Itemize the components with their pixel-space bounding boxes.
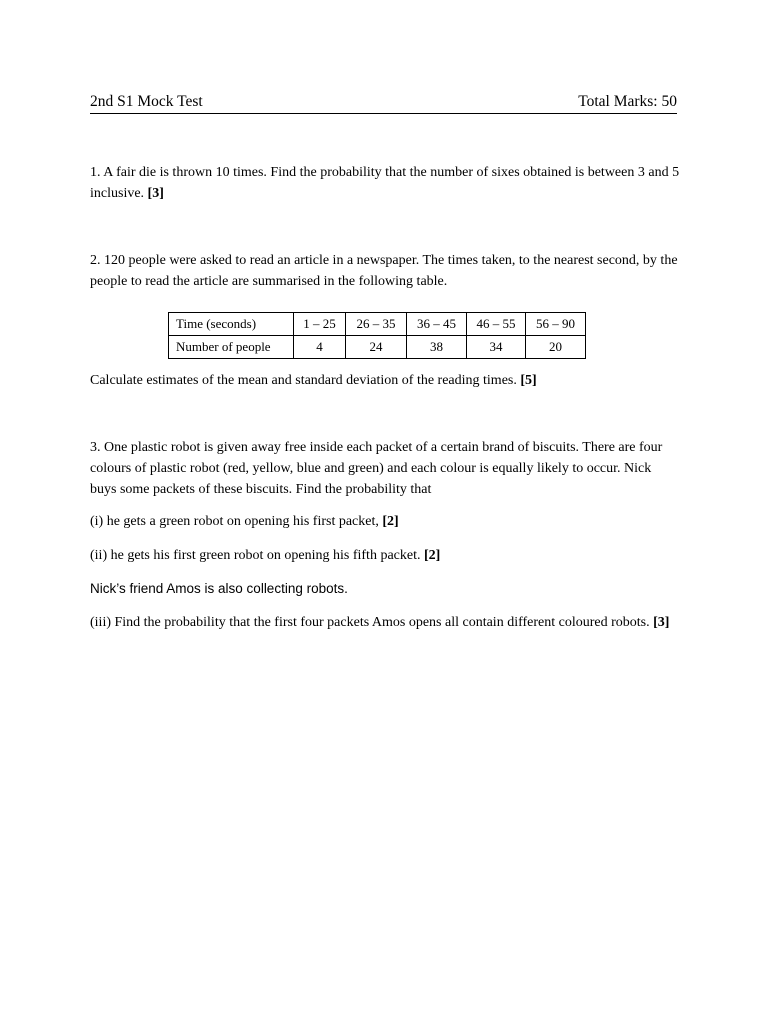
question-3-intro: [90, 437, 680, 500]
question-2-task-text: Calculate estimates of the mean and standard deviation of the reading times.: [90, 373, 517, 388]
header: [90, 93, 677, 114]
total-marks: Total Marks: 50: [578, 93, 677, 110]
question-3-part-i: [90, 511, 680, 532]
row-label-time: Time (seconds): [169, 313, 294, 336]
part-ii-marks: [2]: [423, 548, 441, 563]
part-iii-marks: [3]: [653, 615, 670, 630]
part-i-marks: [2]: [382, 514, 399, 529]
table-cell: 36 – 45: [407, 313, 467, 336]
question-1-marks: [3]: [147, 186, 164, 201]
amos-line: [90, 578, 680, 599]
table-cell: 1 – 25: [294, 313, 346, 336]
table-cell: 26 – 35: [346, 313, 407, 336]
row-label-people: Number of people: [169, 336, 294, 359]
question-3-part-iii: [90, 612, 680, 633]
table-cell: 46 – 55: [467, 313, 526, 336]
table-cell: 38: [407, 336, 467, 359]
table-cell: 34: [467, 336, 526, 359]
table-cell: 56 – 90: [526, 313, 586, 336]
amos-line-text: Nick’s friend Amos is also collecting robots.: [90, 581, 348, 596]
question-2-marks: [5]: [520, 373, 537, 388]
question-1: [90, 162, 680, 204]
question-2-task: [90, 370, 680, 391]
table-cell: 4: [294, 336, 346, 359]
question-2-intro: [90, 250, 680, 292]
question-1-text: 1. A fair die is thrown 10 times. Find the probability that the number of sixes obtained is between 3 and 5 inclusive.: [90, 165, 680, 201]
question-2-intro-text: 2. 120 people were asked to read an article in a newspaper. The times taken, to the nearest second, by the people to read the article are summarised in the following table.: [90, 253, 678, 289]
part-i-text: (i) he gets a green robot on opening his first packet,: [90, 514, 379, 529]
reading-times-table: [168, 312, 586, 359]
table-row: [169, 313, 586, 336]
table-cell: 20: [526, 336, 586, 359]
part-ii-text: (ii) he gets his first green robot on opening his fifth packet.: [90, 548, 421, 563]
part-iii-text: (iii) Find the probability that the first four packets Amos opens all contain different coloured robots.: [90, 615, 650, 630]
test-title: 2nd S1 Mock Test: [90, 93, 203, 110]
table-row: [169, 336, 586, 359]
question-3-part-ii: [90, 545, 680, 566]
table-cell: 24: [346, 336, 407, 359]
question-3-intro-text: 3. One plastic robot is given away free inside each packet of a certain brand of biscuits. There are four colours of plastic robot (red, yellow, blue and green) and each colour is equally likely to occur. Nick buys some packets of these biscuits. Find the probability that: [90, 440, 663, 497]
